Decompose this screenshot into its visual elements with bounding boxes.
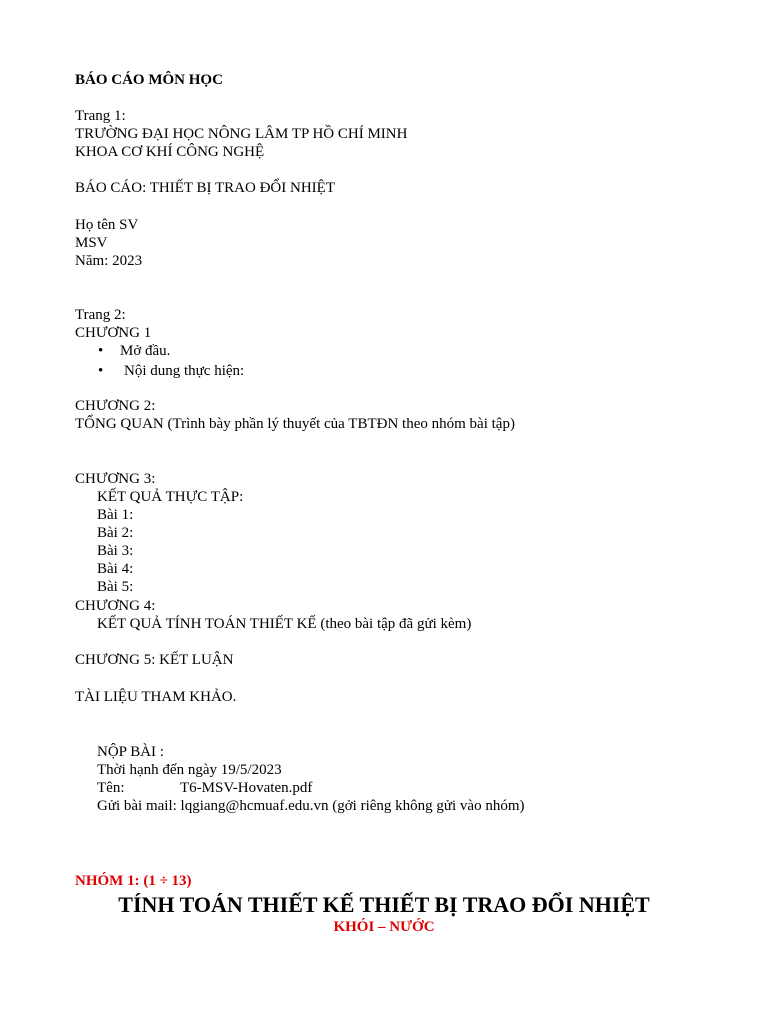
year: Năm: 2023	[75, 253, 143, 269]
list-item: Bài 4:	[97, 561, 134, 577]
group-label: NHÓM 1: (1 ÷ 13)	[75, 873, 192, 889]
student-id: MSV	[75, 235, 108, 251]
school-name: TRƯỜNG ĐẠI HỌC NÔNG LÂM TP HỒ CHÍ MINH	[75, 126, 408, 142]
bullet-icon: •	[98, 343, 104, 359]
chapter4-title: CHƯƠNG 4:	[75, 598, 156, 614]
chapter2-title: CHƯƠNG 2:	[75, 398, 156, 414]
list-item: Nội dung thực hiện:	[124, 363, 245, 379]
chapter5-title: CHƯƠNG 5: KẾT LUẬN	[75, 652, 234, 668]
chapter4-content: KẾT QUẢ TÍNH TOÁN THIẾT KẾ (theo bài tập đã gửi kèm)	[97, 616, 472, 632]
references: TÀI LIỆU THAM KHẢO.	[75, 689, 237, 705]
report-title: BÁO CÁO: THIẾT BỊ TRAO ĐỔI NHIỆT	[75, 180, 335, 196]
group-heading: TÍNH TOÁN THIẾT KẾ THIẾT BỊ TRAO ĐỔI NHIỆT	[118, 892, 650, 917]
list-item: Bài 3:	[97, 543, 134, 559]
page1-label: Trang 1:	[75, 108, 126, 124]
submission-mail: Gửi bài mail: lqgiang@hcmuaf.edu.vn (gởi riêng không gửi vào nhóm)	[97, 798, 525, 814]
submission-deadline: Thời hạnh đến ngày 19/5/2023	[97, 762, 282, 778]
student-name: Họ tên SV	[75, 217, 139, 233]
list-item: Mở đầu.	[120, 343, 171, 359]
chapter3-title: CHƯƠNG 3:	[75, 471, 156, 487]
list-item: Bài 5:	[97, 579, 134, 595]
page2-label: Trang 2:	[75, 307, 126, 323]
bullet-icon: •	[98, 363, 104, 379]
list-item: Bài 2:	[97, 525, 134, 541]
chapter2-content: TỔNG QUAN (Trình bày phần lý thuyết của TBTĐN theo nhóm bài tập)	[75, 416, 515, 432]
document-title: BÁO CÁO MÔN HỌC	[75, 72, 223, 88]
group-subheading: KHÓI – NƯỚC	[333, 919, 435, 935]
list-item: Bài 1:	[97, 507, 134, 523]
faculty-name: KHOA CƠ KHÍ CÔNG NGHỆ	[75, 144, 265, 160]
submission-title: NỘP BÀI :	[97, 744, 164, 760]
submission-name-label: Tên:	[97, 780, 125, 796]
chapter1-title: CHƯƠNG 1	[75, 325, 152, 341]
submission-file-name: T6-MSV-Hovaten.pdf	[180, 780, 313, 796]
chapter3-subtitle: KẾT QUẢ THỰC TẬP:	[97, 489, 244, 505]
